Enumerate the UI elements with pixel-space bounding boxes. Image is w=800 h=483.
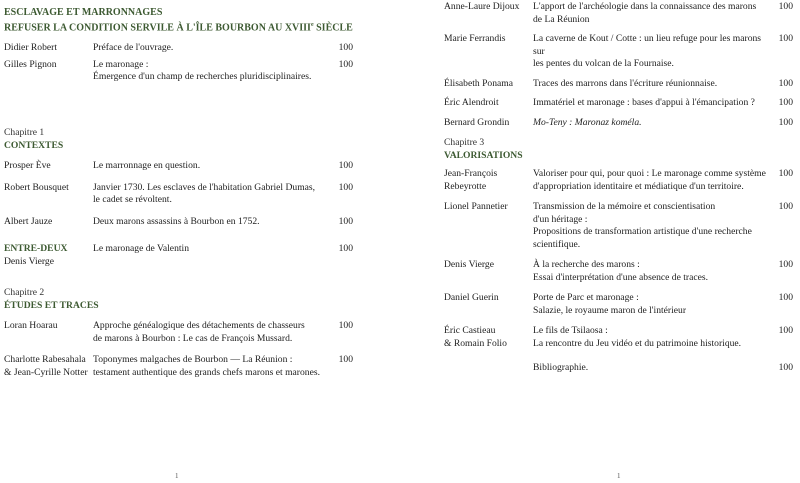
entry-page: 100 [338, 58, 353, 70]
chapter3-number: Chapitre 3 [444, 137, 485, 148]
entry-author-line: & Jean-Cyrille Notter [4, 366, 88, 378]
bibliography-title: Bibliographie. [533, 362, 589, 373]
entry-title-line: Propositions de transformation artistique d'une recherche [533, 226, 752, 237]
footer-page-right: 1 [617, 472, 621, 480]
entry-author-line: Daniel Guerin [444, 292, 499, 303]
right-page [444, 0, 796, 373]
entry-page: 100 [778, 97, 793, 108]
entry-author [4, 182, 94, 195]
entry-author-line: Charlotte Rabesahala [4, 354, 86, 365]
entry-author-line: Gilles Pignon [4, 58, 57, 70]
entry-title [533, 97, 775, 110]
toc-entry [444, 1, 796, 26]
entry-page: 100 [778, 116, 793, 128]
entry-author-line: Albert Jauze [4, 215, 53, 227]
toc-entry [444, 78, 796, 91]
entry-author [444, 33, 534, 46]
entry-title-line: les pentes du volcan de la Fournaise. [533, 58, 674, 69]
entry-title-line: Porte de Parc et maronage : [533, 292, 639, 303]
entry-title [533, 292, 775, 317]
entry-author-line: Anne-Laure Dijoux [444, 1, 520, 12]
entry-title-line: Préface de l'ouvrage. [93, 42, 174, 54]
chapter3-name: VALORISATIONS [444, 149, 523, 161]
entry-title [93, 160, 335, 173]
entry-author-line: Loran Hoarau [4, 320, 58, 331]
entry-title-line: Essai d'interprétation d'une absence de traces. [533, 271, 709, 283]
chapter2 [4, 287, 356, 388]
left-page [4, 0, 356, 378]
entry-title-line: L'apport de l'archéologie dans la connaissance des marons [533, 1, 757, 12]
toc-entry [4, 354, 356, 379]
entry-title [93, 42, 335, 55]
entry-title-line: Approche généalogique des détachements de chasseurs [93, 320, 305, 331]
intro-list [4, 42, 356, 84]
chapter2-number: Chapitre 2 [4, 287, 45, 298]
entry-page: 100 [778, 292, 793, 303]
entry-title-line: scientifique. [533, 238, 581, 250]
toc-entry [444, 117, 796, 130]
right-top-list [444, 1, 796, 129]
book-title-line1: ESCLAVAGE ET MARRONNAGES [4, 7, 163, 18]
entry-page: 100 [778, 77, 793, 89]
entry-author-line: Éric Castieau [444, 325, 496, 336]
entry-title-line: Le marronnage en question. [93, 160, 201, 171]
book-title-line2: REFUSER LA CONDITION SERVILE À L'ÎLE BOURBON AU XVIIIe SIÈCLE [4, 22, 353, 34]
entry-title-line: La rencontre du Jeu vidéo et du patrimoine historique. [533, 337, 742, 349]
entry-title [93, 59, 335, 84]
entry-title-line: testament authentique des grands chefs marons et marones. [93, 366, 320, 378]
entry-title [533, 201, 775, 251]
entry-author [4, 216, 94, 229]
entry-page: 100 [338, 320, 353, 331]
toc-entry [444, 97, 796, 110]
entry-title [533, 33, 775, 71]
toc-entry [4, 160, 356, 173]
book-title [4, 7, 356, 34]
entry-page: 100 [778, 1, 793, 12]
entry-author-line: Denis Vierge [444, 259, 494, 270]
chapter3 [444, 137, 796, 358]
toc-entry [444, 292, 796, 317]
chapter1-number: Chapitre 1 [4, 127, 45, 138]
entry-title-line: Le maronage : [93, 58, 149, 70]
entry-title-line: Salazie, le royaume maron de l'intérieur [533, 304, 687, 316]
entry-page: 100 [338, 354, 353, 365]
entre-deux-author: Denis Vierge [4, 255, 54, 267]
entry-author-line: Jean-François [444, 168, 498, 179]
entry-title [93, 354, 335, 379]
entry-author [444, 292, 534, 305]
entry-title-line: Valoriser pour qui, pour quoi : Le maronage comme système [533, 168, 766, 179]
entry-title-line: le cadet se révoltent. [93, 194, 172, 205]
chapter1-name: CONTEXTES [4, 139, 64, 151]
entry-page: 100 [338, 42, 353, 54]
entry-title-line: Le fils de Tsilaosa : [533, 325, 608, 336]
toc-entry [444, 259, 796, 284]
entry-page: 100 [778, 325, 793, 336]
entry-page: 100 [778, 201, 793, 212]
bibliography-entry [444, 362, 796, 375]
entry-author [4, 354, 94, 379]
entry-author-line: Lionel Pannetier [444, 201, 508, 212]
entry-title [93, 320, 335, 345]
toc-entry [444, 201, 796, 251]
entry-title-line: Émergence d'un champ de recherches pluridisciplinaires. [93, 71, 312, 83]
toc-entry [4, 320, 356, 345]
entry-title-line: de marons à Bourbon : Le cas de François Mussard. [93, 332, 293, 344]
toc-entry [4, 42, 356, 55]
entry-page: 100 [778, 168, 793, 179]
entry-title-line: Deux marons assassins à Bourbon en 1752. [93, 215, 260, 227]
entry-author [444, 117, 534, 130]
entry-title-line: d'un héritage : [533, 213, 588, 225]
entre-deux-entry [4, 243, 356, 267]
chapter1 [4, 127, 356, 237]
entre-deux-title: Le maronage de Valentin [93, 243, 189, 254]
entry-author-line: Robert Bousquet [4, 181, 69, 193]
entry-title-line: de La Réunion [533, 13, 590, 25]
entre-deux-heading: ENTRE-DEUX [4, 243, 68, 254]
toc-entry [444, 168, 796, 193]
entry-author [444, 78, 534, 91]
entry-title-line: Janvier 1730. Les esclaves de l'habitation Gabriel Dumas, [93, 181, 316, 193]
toc-entry [4, 59, 356, 84]
chapter2-name: ÉTUDES ET TRACES [4, 299, 99, 311]
footer-page-left: 1 [175, 472, 179, 480]
entry-author [444, 259, 534, 272]
entry-author-line: Bernard Grondin [444, 116, 510, 128]
chapter3-list [444, 168, 796, 350]
entry-title [533, 325, 775, 350]
entre-deux-page: 100 [338, 243, 353, 254]
entry-author-line: Éric Alendroit [444, 97, 499, 108]
entry-author [444, 168, 534, 193]
entry-title [533, 168, 775, 193]
entry-title [533, 1, 775, 26]
entry-page: 100 [338, 181, 353, 193]
entry-page: 100 [338, 215, 353, 227]
entry-author [444, 201, 534, 214]
entry-title [93, 182, 335, 207]
toc-entry [444, 325, 796, 350]
entry-title [533, 117, 775, 130]
entry-title [93, 216, 335, 229]
toc-entry [4, 216, 356, 229]
entry-title-line: À la recherche des marons : [533, 259, 640, 270]
chapter2-list [4, 320, 356, 379]
entry-title-line: Toponymes malgaches de Bourbon — La Réunion : [93, 354, 293, 365]
entry-title [533, 259, 775, 284]
entry-author-line: Didier Robert [4, 42, 58, 54]
entry-author [444, 325, 534, 350]
entry-title-line: La caverne de Kout / Cotte : un lieu refuge pour les marons sur [533, 33, 762, 57]
toc-entry [4, 182, 356, 207]
entry-author [4, 160, 94, 173]
entry-author [4, 42, 94, 55]
entry-author-line: & Romain Folio [444, 337, 507, 349]
entry-page: 100 [778, 33, 793, 44]
entry-page: 100 [778, 259, 793, 270]
entry-title-line: Transmission de la mémoire et conscientisation [533, 201, 716, 212]
entry-title [533, 78, 775, 91]
entry-author [4, 59, 94, 72]
chapter1-list [4, 160, 356, 228]
toc-entry [444, 33, 796, 71]
entry-page: 100 [338, 160, 353, 171]
entry-author-line: Marie Ferrandis [444, 33, 506, 44]
entry-author [4, 320, 94, 333]
entry-title-line: Traces des marrons dans l'écriture réunionnaise. [533, 77, 718, 89]
entry-author-line: Prosper Ève [4, 160, 51, 171]
entry-author [444, 1, 534, 14]
entre-deux-author-block [4, 243, 94, 268]
entry-title-line: d'appropriation identitaire et médiatique d'un territoire. [533, 180, 744, 192]
entry-author [444, 97, 534, 110]
entry-author-line: Élisabeth Ponama [444, 77, 514, 89]
entry-author-line: Rebeyrotte [444, 180, 487, 192]
entry-title-line: Immatériel et maronage : bases d'appui à l'émancipation ? [533, 97, 755, 108]
entry-title-line: Mo-Teny : Maronaz koméla. [533, 116, 642, 128]
bibliography-page: 100 [778, 362, 793, 373]
